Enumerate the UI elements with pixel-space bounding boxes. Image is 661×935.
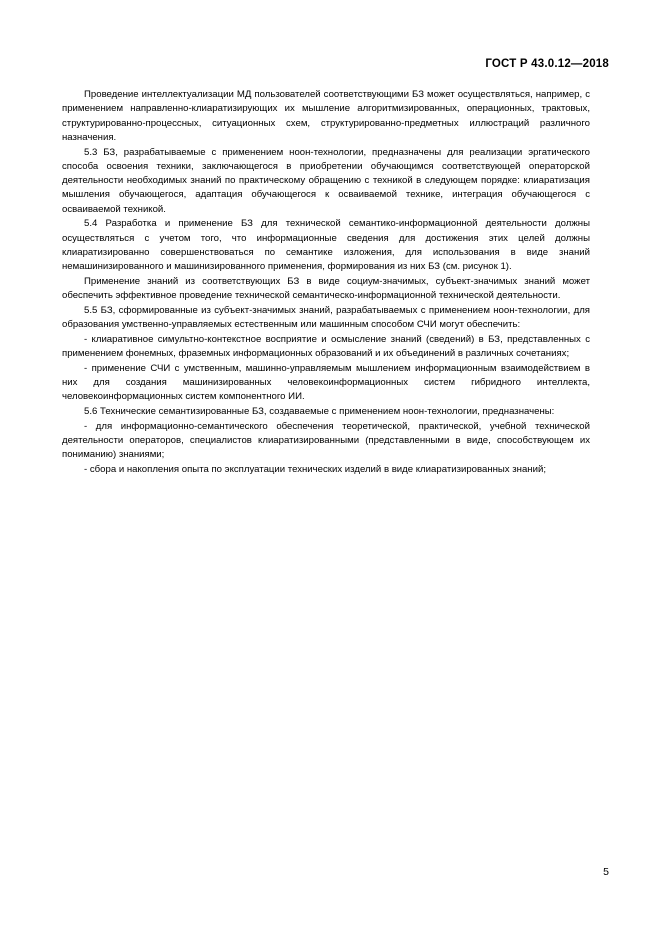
page-header: ГОСТ Р 43.0.12—2018 — [485, 58, 609, 70]
paragraph: Проведение интеллектуализации МД пользователей соответствующими БЗ может осуществляться, например, с применением направленно-клиаратизирующих их мышление алгоритмизированных, операционных, трактовых, структурированно-процессных, ситуационных схем, структурированно-предметных иллюстраций различного назначения. — [62, 89, 590, 143]
paragraph: 5.5 БЗ, сформированные из субъект-значимых знаний, разрабатываемых с применением ноон-технологии, для образования умственно-управляемых естественным или машинным способом СЧИ могут обеспечить: — [62, 304, 590, 330]
paragraph: 5.3 БЗ, разрабатываемые с применением ноон-технологии, предназначены для реализации эргатического способа освоения техники, заключающегося в приобретении обучающимся соответствующей операторской деятельности необходимых знаний по практическому обращению с техникой в следующем порядке: клиаратизация мышления обучающегося, адаптация обучающегося к осваиваемой технике, интеграция обучающегося с осваиваемой техникой. — [62, 146, 590, 215]
paragraph: - сбора и накопления опыта по эксплуатации технических изделий в виде клиаратизированных знаний; — [84, 464, 546, 475]
page-number: 5 — [603, 866, 609, 878]
paragraph: 5.4 Разработка и применение БЗ для технической семантико-информационной деятельности должны осуществляться с учетом того, что информационные сведения для достижения этих целей должны клиаратизированно совершенствоваться по семантике изложения, для использования в виде знаний немашинизированного и машинизированного применения, формирования из них БЗ (см. рисунок 1). — [62, 218, 590, 272]
paragraph: 5.6 Технические семантизированные БЗ, создаваемые с применением ноон-технологии, предназначены: — [84, 406, 555, 417]
paragraph: - клиаративное симультно-контекстное восприятие и осмысление знаний (сведений) в БЗ, представленных с применением фонемных, фраземных информационных образований и их объединений в различных сочетаниях; — [62, 333, 590, 359]
paragraph: - применение СЧИ с умственным, машинно-управляемым мышлением информационным взаимодействием в них для создания машинизированных человекоинформационных систем гибридного интеллекта, человекоинформационных систем компонентного ИИ. — [62, 362, 590, 403]
paragraph: - для информационно-семантического обеспечения теоретической, практической, учебной технической деятельности операторов, специалистов клиаратизированными (представленными в виде, способствующем их пониманию) знаниями; — [62, 420, 590, 461]
document-body — [62, 88, 590, 478]
paragraph: Применение знаний из соответствующих БЗ в виде социум-значимых, субъект-значимых знаний может обеспечить эффективное проведение технической семантическо-информационной технической деятельности. — [62, 275, 590, 301]
